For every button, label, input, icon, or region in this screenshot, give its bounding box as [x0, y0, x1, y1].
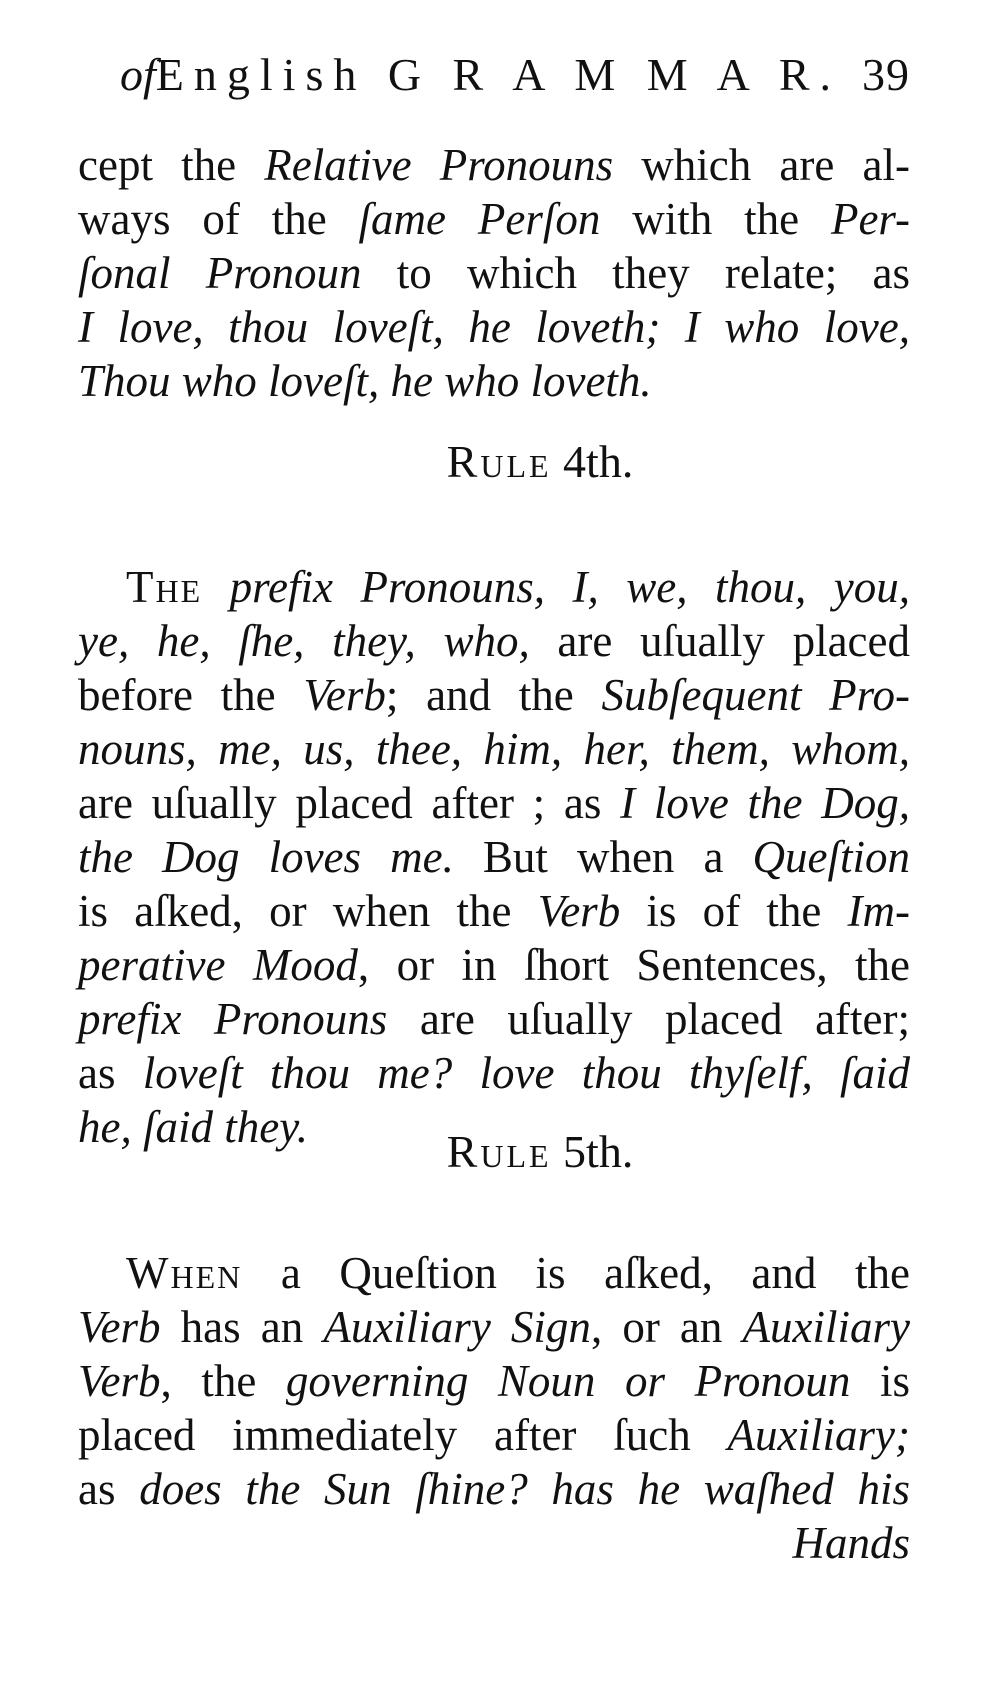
- text-run: cept the: [78, 140, 265, 190]
- text-run: But when a: [453, 832, 753, 882]
- italic-run: the Dog loves me.: [78, 832, 454, 882]
- catchword: Hands: [792, 1518, 910, 1568]
- italic-run: ſame Perſon: [358, 194, 601, 244]
- text-run: which are al-: [613, 140, 910, 190]
- page-number: 39: [862, 49, 910, 100]
- italic-run: Verb: [78, 1302, 161, 1352]
- italic-run: nouns, me, us, thee, him, her, them, whom,: [78, 724, 910, 774]
- text-line: [78, 776, 910, 830]
- text-line: [78, 192, 910, 246]
- text-line: [78, 300, 910, 354]
- italic-run: Per-: [830, 194, 911, 244]
- rule-number: 4th.: [551, 436, 634, 487]
- italic-run: ye, he, ſhe, they, who,: [78, 616, 530, 666]
- text-run: are uſually placed: [529, 616, 910, 666]
- text-run: a Queſtion is aſked, and the: [242, 1248, 910, 1298]
- rule-word: Rule: [446, 1126, 552, 1177]
- italic-run: governing Noun or Pronoun: [285, 1356, 851, 1406]
- italic-run: loveſt thou me? love thou thyſelf, ſaid: [142, 1048, 910, 1098]
- rule-5-heading: [0, 1122, 1000, 1182]
- text-line: [78, 1354, 910, 1408]
- text-run: as: [78, 1048, 143, 1098]
- italic-run: Auxiliary;: [727, 1410, 910, 1460]
- italic-run: I love the Dog,: [620, 778, 910, 828]
- running-header: [120, 40, 910, 110]
- text-run: as: [78, 1464, 140, 1514]
- text-run: , the: [160, 1356, 286, 1406]
- small-caps-run: The: [126, 562, 203, 612]
- italic-run: prefix Pronouns, I, we, thou, you,: [202, 562, 910, 612]
- catchword-line: [78, 1516, 910, 1570]
- text-run: to which they relate; as: [361, 248, 910, 298]
- text-line: [78, 1246, 910, 1300]
- text-line: [78, 246, 910, 300]
- italic-run: does the Sun ſhine? has he waſhed his: [139, 1464, 910, 1514]
- text-line: [78, 354, 910, 408]
- small-caps-run: When: [126, 1248, 243, 1298]
- text-line: [78, 138, 910, 192]
- rule-number: 5th.: [551, 1126, 634, 1177]
- text-run: are uſually placed after;: [387, 994, 910, 1044]
- italic-run: Auxiliary: [742, 1302, 910, 1352]
- paragraph-2: [78, 560, 910, 1154]
- text-line: [78, 938, 910, 992]
- header-title: English G R A M M A R.: [155, 49, 842, 100]
- italic-run: Thou who loveſt, he who loveth.: [78, 356, 652, 406]
- text-line: [78, 1462, 910, 1516]
- italic-run: Im-: [847, 886, 910, 936]
- text-line: [78, 560, 910, 614]
- text-run: ; and the: [385, 670, 602, 720]
- text-run: , or an: [590, 1302, 743, 1352]
- italic-run: Auxiliary Sign: [323, 1302, 591, 1352]
- italic-run: he, ſaid they.: [78, 1102, 308, 1152]
- text-run: has an: [160, 1302, 324, 1352]
- italic-run: Subſequent Pro-: [601, 670, 910, 720]
- italic-run: prefix Pronouns: [78, 994, 388, 1044]
- rule-4-heading: [0, 432, 1000, 492]
- text-run: , or in ſhort Sentences, the: [357, 940, 911, 990]
- text-line: [78, 1408, 910, 1462]
- text-line: [78, 722, 910, 776]
- text-run: placed immediately after ſuch: [78, 1410, 728, 1460]
- paragraph-3: [78, 1246, 910, 1570]
- text-line: [78, 992, 910, 1046]
- italic-run: perative Mood: [78, 940, 358, 990]
- text-run: is of the: [620, 886, 848, 936]
- text-run: is aſked, or when the: [78, 886, 538, 936]
- header-of: of: [120, 49, 156, 100]
- rule-word: Rule: [446, 436, 552, 487]
- italic-run: Verb: [303, 670, 386, 720]
- text-run: are uſually placed after ; as: [78, 778, 621, 828]
- italic-run: Relative Pronouns: [264, 140, 614, 190]
- text-line: [78, 830, 910, 884]
- text-line: [78, 1046, 910, 1100]
- italic-run: ſonal Pronoun: [78, 248, 362, 298]
- text-line: [78, 884, 910, 938]
- text-line: [78, 614, 910, 668]
- paragraph-1: [78, 138, 910, 408]
- italic-run: Queſtion: [752, 832, 910, 882]
- italic-run: Verb: [537, 886, 621, 936]
- text-line: [78, 668, 910, 722]
- italic-run: Verb: [78, 1356, 161, 1406]
- text-run: is: [850, 1356, 910, 1406]
- text-run: before the: [78, 670, 304, 720]
- text-line: [78, 1300, 910, 1354]
- italic-run: I love, thou loveſt, he loveth; I who love,: [78, 302, 910, 352]
- text-run: ways of the: [78, 194, 359, 244]
- text-run: with the: [600, 194, 831, 244]
